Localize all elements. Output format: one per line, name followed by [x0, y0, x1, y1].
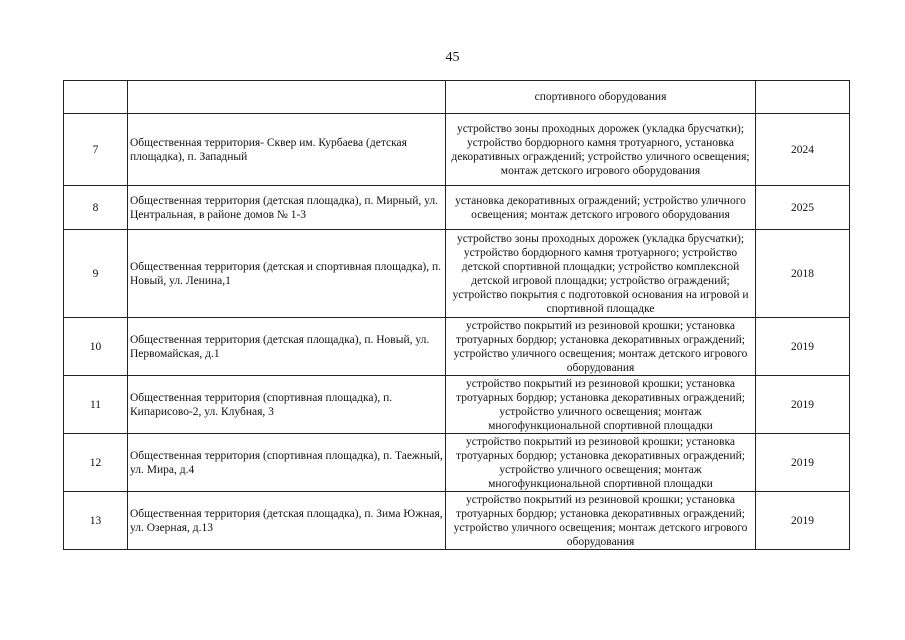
cell-territory-name: Общественная территория (спортивная площадка), п. Кипарисово-2, ул. Клубная, 3: [128, 376, 446, 434]
cell-territory-name: Общественная территория (детская площадка), п. Зима Южная, ул. Озерная, д.13: [128, 492, 446, 550]
cell-works: установка декоративных ограждений; устройство уличного освещения; монтаж детского игрового оборудования: [446, 186, 756, 230]
table-row: [64, 186, 850, 230]
cell-works: устройство зоны проходных дорожек (укладка брусчатки); устройство бордюрного камня тротуарного; устройство детской спортивной площадки; устройство комплексной детской игровой площадки; устройство ограждений; устройство покрытия с подготовкой основания на игровой и спортивной площадке: [446, 230, 756, 318]
territories-table: [63, 80, 850, 550]
table-row: [64, 492, 850, 550]
cell-year: 2018: [756, 230, 850, 318]
page-number: 45: [445, 50, 460, 65]
cell-number: 10: [64, 318, 128, 376]
cell-number: 9: [64, 230, 128, 318]
cell-year: 2024: [756, 114, 850, 186]
cell-number: [64, 81, 128, 114]
cell-number: 12: [64, 434, 128, 492]
table-row: [64, 114, 850, 186]
cell-number: 13: [64, 492, 128, 550]
cell-number: 11: [64, 376, 128, 434]
cell-year: 2019: [756, 376, 850, 434]
cell-works: устройство покрытий из резиновой крошки; установка тротуарных бордюр; установка декоративных ограждений; устройство уличного освещения; монтаж детского игрового оборудования: [446, 318, 756, 376]
table-row: [64, 434, 850, 492]
cell-year: 2019: [756, 492, 850, 550]
cell-works: устройство покрытий из резиновой крошки; установка тротуарных бордюр; установка декоративных ограждений; устройство уличного освещения; монтаж детского игрового оборудования: [446, 492, 756, 550]
cell-territory-name: [128, 81, 446, 114]
cell-territory-name: Общественная территория- Сквер им. Курбаева (детская площадка), п. Западный: [128, 114, 446, 186]
cell-works: спортивного оборудования: [446, 81, 756, 114]
cell-year: 2019: [756, 318, 850, 376]
table-row-continuation: [64, 81, 850, 114]
cell-works: устройство зоны проходных дорожек (укладка брусчатки); устройство бордюрного камня тротуарного, установка декоративных ограждений; устройство уличного освещения; монтаж детского игрового оборудования: [446, 114, 756, 186]
cell-territory-name: Общественная территория (спортивная площадка), п. Таежный, ул. Мира, д.4: [128, 434, 446, 492]
cell-year: [756, 81, 850, 114]
table-row: [64, 230, 850, 318]
cell-territory-name: Общественная территория (детская и спортивная площадка), п. Новый, ул. Ленина,1: [128, 230, 446, 318]
table-row: [64, 318, 850, 376]
cell-number: 8: [64, 186, 128, 230]
cell-territory-name: Общественная территория (детская площадка), п. Мирный, ул. Центральная, в районе домов № 1-3: [128, 186, 446, 230]
table-row: [64, 376, 850, 434]
cell-year: 2019: [756, 434, 850, 492]
cell-number: 7: [64, 114, 128, 186]
cell-year: 2025: [756, 186, 850, 230]
cell-works: устройство покрытий из резиновой крошки; установка тротуарных бордюр; установка декоративных ограждений; устройство уличного освещения; монтаж многофункциональной спортивной площадки: [446, 376, 756, 434]
cell-territory-name: Общественная территория (детская площадка), п. Новый, ул. Первомайская, д.1: [128, 318, 446, 376]
cell-works: устройство покрытий из резиновой крошки; установка тротуарных бордюр; установка декоративных ограждений; устройство уличного освещения; монтаж многофункциональной спортивной площадки: [446, 434, 756, 492]
